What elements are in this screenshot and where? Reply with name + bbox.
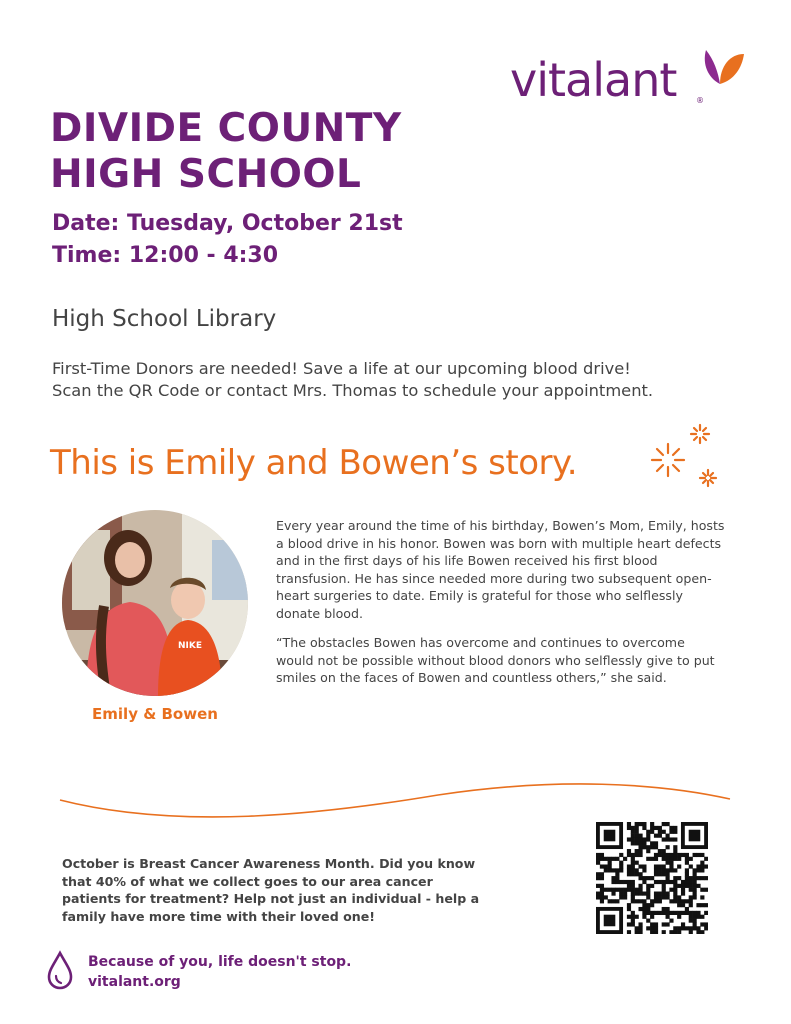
- story-title: This is Emily and Bowen’s story.: [50, 443, 578, 483]
- school-name-line1: DIVIDE COUNTY: [50, 106, 402, 151]
- emily-bowen-photo: [62, 510, 248, 696]
- event-date: Date: Tuesday, October 21st: [52, 211, 403, 236]
- school-name-line2: HIGH SCHOOL: [50, 152, 362, 197]
- story-paragraph-1: Every year around the time of his birthday, Bowen’s Mom, Emily, hosts a blood drive in his honor. Bowen was born with multiple heart defects and in the first days of his life Bowen received his first blood transfusion. He has since needed more during two subsequent open-heart surgeries to date. Emily is grateful for those who selflessly donate blood.: [276, 518, 725, 621]
- school-name: [50, 106, 570, 198]
- photo-illustration: [62, 510, 248, 696]
- awareness-text: October is Breast Cancer Awareness Month. Did you know that 40% of what we collect goes to our area cancer patients for treatment? Help not just an individual - help a family have more time with their loved one!: [62, 856, 480, 924]
- event-venue: High School Library: [52, 306, 277, 332]
- footer-tagline: Because of you, life doesn't stop.: [88, 954, 352, 970]
- logo-wordmark: vitalant: [510, 53, 677, 107]
- story-paragraph-2: “The obstacles Bowen has overcome and continues to overcome would not be possible without blood donors who selflessly give to put smiles on the faces of Bowen and countless others,” she said.: [276, 635, 715, 685]
- wave-divider: [58, 775, 733, 825]
- event-time: Time: 12:00 - 4:30: [52, 243, 279, 268]
- sparkle-icon: [642, 418, 722, 490]
- blood-drop-icon: [46, 950, 74, 990]
- qr-code[interactable]: [596, 822, 708, 934]
- vitalant-leaf-icon: [700, 44, 748, 90]
- footer-url[interactable]: vitalant.org: [88, 974, 181, 990]
- photo-caption: Emily & Bowen: [92, 705, 218, 723]
- shirt-logo: NIKE: [178, 641, 203, 651]
- story-body: [276, 517, 726, 699]
- registered-mark: ®: [696, 96, 704, 105]
- intro-text: First-Time Donors are needed! Save a life at our upcoming blood drive! Scan the QR Code or contact Mrs. Thomas to schedule your appointment.: [52, 359, 654, 400]
